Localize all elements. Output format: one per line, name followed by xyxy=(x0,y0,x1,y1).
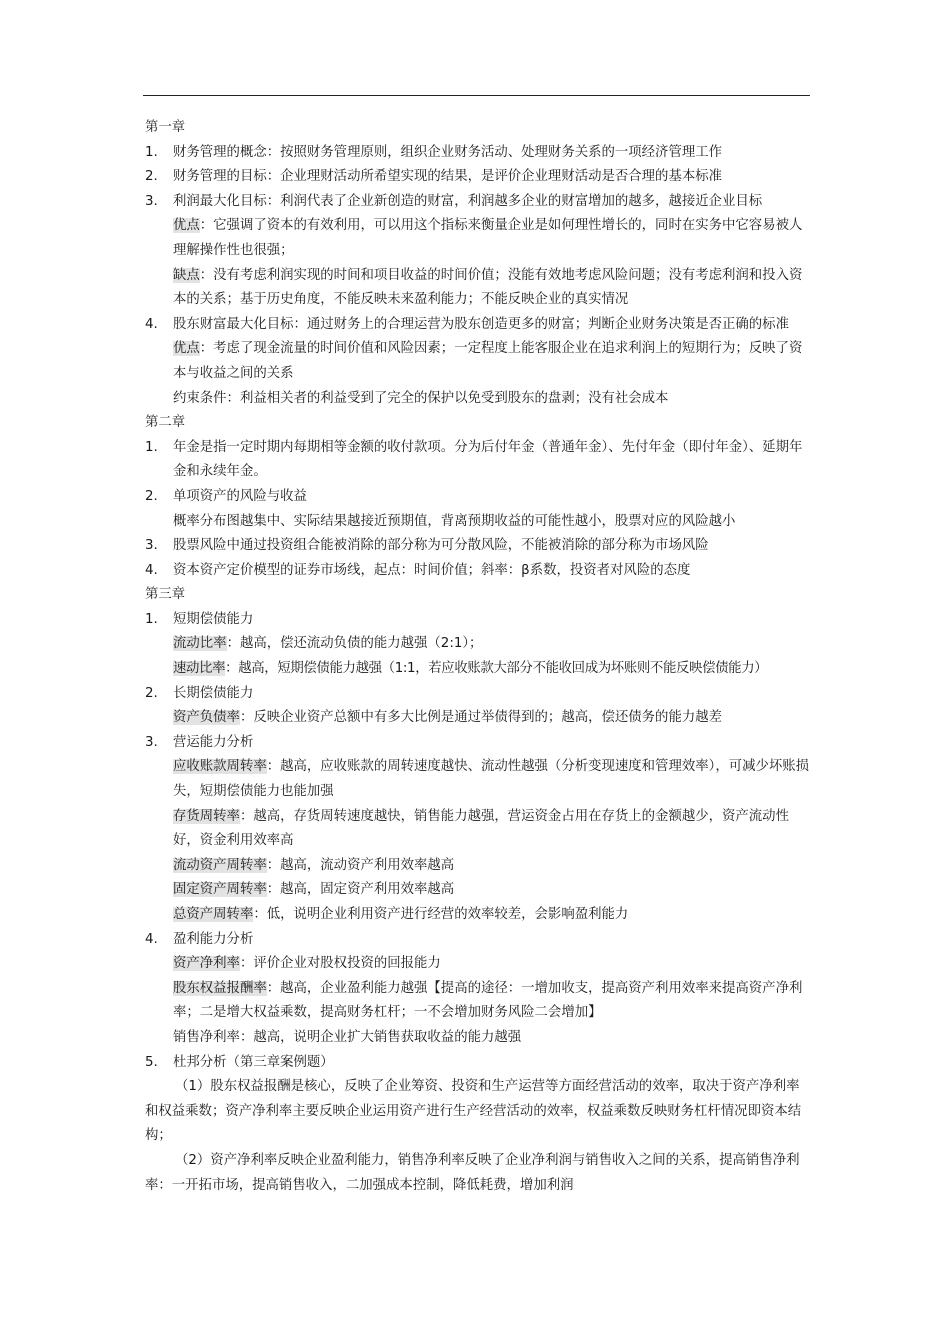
ratio-label: 存货周转率 xyxy=(173,808,240,824)
item-number: 4. xyxy=(145,562,158,578)
constraints: 约束条件：利益相关者的利益受到了完全的保护以免受到股东的盘剥；没有社会成本 xyxy=(173,390,669,406)
ratio-line xyxy=(173,755,810,804)
item-number: 3. xyxy=(145,193,158,209)
ch2-item-4 xyxy=(145,559,810,584)
highlight-label: 缺点 xyxy=(173,267,200,283)
item-number: 3. xyxy=(145,538,158,554)
advantages xyxy=(173,337,810,386)
ratio-line xyxy=(173,952,810,977)
section-title: 杜邦分析（第三章案例题） xyxy=(173,1054,334,1070)
ch1-item-4 xyxy=(145,313,810,411)
ratio-line xyxy=(173,805,810,854)
item-subtext: 概率分布图越集中、实际结果越接近预期值，背离预期收益的可能性越小，股票对应的风险越小 xyxy=(173,513,736,529)
ratio-line xyxy=(173,854,810,879)
item-number: 4. xyxy=(145,316,158,332)
highlight-label: 优点 xyxy=(173,341,200,357)
ratio-text: ：越高，存货周转速度越快，销售能力越强，营运资金占用在存货上的金额越少，资产流动性好，资金利用效率高 xyxy=(173,808,789,849)
item-number: 2. xyxy=(145,685,158,701)
header-rule xyxy=(143,95,810,96)
section-title: 短期偿债能力 xyxy=(173,611,254,627)
chapter-2-title: 第二章 xyxy=(145,415,186,431)
ratio-line xyxy=(173,657,810,682)
item-text: 财务管理的概念：按照财务管理原则，组织企业财务活动、处理财务关系的一项经济管理工作 xyxy=(173,144,723,160)
ch2-item-3 xyxy=(145,534,810,559)
ch1-item-3 xyxy=(145,190,810,313)
ch2-item-1 xyxy=(145,436,810,485)
ratio-label: 资产净利率 xyxy=(173,956,240,972)
ratio-label: 流动资产周转率 xyxy=(173,857,267,873)
document-body xyxy=(145,116,810,1198)
ratio-label: 流动比率 xyxy=(173,636,227,652)
advantages xyxy=(173,214,810,263)
ratio-line xyxy=(173,977,810,1026)
dupont-paragraph-1: （1）股东权益报酬是核心，反映了企业筹资、投资和生产运营等方面经营活动的效率，取决于资产净利率和权益乘数；资产净利率主要反映企业运用资产进行生产经营活动的效率，权益乘数反映财务杠杆情况即资本结构； xyxy=(145,1079,802,1144)
ratio-line xyxy=(173,632,810,657)
ch3-section-2 xyxy=(145,682,810,731)
section-title: 长期偿债能力 xyxy=(173,685,254,701)
chapter-3-title: 第三章 xyxy=(145,587,186,603)
item-text: 股票风险中通过投资组合能被消除的部分称为可分散风险，不能被消除的部分称为市场风险 xyxy=(173,538,709,554)
ch1-item-2 xyxy=(145,165,810,190)
chapter-1-title: 第一章 xyxy=(145,120,186,135)
item-text: 股东财富最大化目标：通过财务上的合理运营为股东创造更多的财富；判断企业财务决策是否正确的标准 xyxy=(173,316,789,332)
ratio-text: ：越高，应收账款的周转速度越快、流动性越强（分析变现速度和管理效率），可减少坏账损失，短期偿债能力也能加强 xyxy=(173,759,810,800)
ratio-text: ：越高，偿还流动负债的能力越强（2:1）； xyxy=(226,636,483,652)
item-number: 4. xyxy=(145,931,158,947)
ratio-line-plain: 销售净利率：越高，说明企业扩大销售获取收益的能力越强 xyxy=(173,1029,522,1045)
ratio-text: ：反映企业资产总额中有多大比例是通过举债得到的；越高，偿还债务的能力越差 xyxy=(239,710,723,726)
section-title: 营运能力分析 xyxy=(173,734,254,750)
item-number: 3. xyxy=(145,734,158,750)
item-text: 利润最大化目标：利润代表了企业新创造的财富，利润越多企业的财富增加的越多，越接近企业目标 xyxy=(173,193,763,209)
ratio-text: ：越高，短期偿债能力越强（1:1，若应收账款大部分不能收回成为坏账则不能反映偿债能力） xyxy=(225,661,768,677)
dupont-paragraph-2: （2）资产净利率反映企业盈利能力，销售净利率反映了企业净利润与销售收入之间的关系，提高销售净利率：一开拓市场，提高销售收入，二加强成本控制，降低耗费，增加利润 xyxy=(145,1152,800,1193)
ratio-line xyxy=(173,878,810,903)
ratio-label: 固定资产周转率 xyxy=(173,882,267,898)
ch2-item-2 xyxy=(145,485,810,534)
ratio-text: ：越高，固定资产利用效率越高 xyxy=(266,882,455,898)
item-text: 资本资产定价模型的证券市场线，起点：时间价值；斜率：β系数，投资者对风险的态度 xyxy=(173,562,691,578)
item-number: 1. xyxy=(145,144,158,160)
item-text: 单项资产的风险与收益 xyxy=(173,488,307,504)
ratio-label: 股东权益报酬率 xyxy=(173,980,267,996)
advantages-text: ：它强调了资本的有效利用，可以用这个指标来衡量企业是如何理性增长的，同时在实务中它容易被人理解操作性也很强； xyxy=(173,218,803,258)
ratio-text: ：越高，企业盈利能力越强【提高的途径：一增加收支，提高资产利用效率来提高资产净利率；二是增大权益乘数，提高财务杠杆；一不会增加财务风险二会增加】 xyxy=(173,980,803,1021)
item-number: 2. xyxy=(145,169,158,185)
item-text: 年金是指一定时期内每期相等金额的收付款项。分为后付年金（普通年金）、先付年金（即付年金）、延期年金和永续年金。 xyxy=(173,439,803,480)
ratio-text: ：低，说明企业利用资产进行经营的效率较差，会影响盈利能力 xyxy=(253,907,629,922)
ratio-label: 资产负债率 xyxy=(173,710,240,726)
item-text: 财务管理的目标：企业理财活动所希望实现的结果，是评价企业理财活动是否合理的基本标准 xyxy=(173,169,723,185)
ratio-text: ：评价企业对股权投资的回报能力 xyxy=(239,956,441,972)
ch3-section-4 xyxy=(145,928,810,1051)
ch3-section-3 xyxy=(145,731,810,928)
item-number: 2. xyxy=(145,488,158,504)
ratio-label: 速动比率 xyxy=(173,661,226,677)
item-number: 5. xyxy=(145,1054,158,1070)
ratio-text: ：越高，流动资产利用效率越高 xyxy=(266,857,455,873)
item-number: 1. xyxy=(145,439,158,455)
ratio-line xyxy=(173,903,810,928)
disadvantages xyxy=(173,264,810,313)
disadvantages-text: ：没有考虑利润实现的时间和项目收益的时间价值；没能有效地考虑风险问题；没有考虑利润和投入资本的关系；基于历史角度，不能反映未来盈利能力；不能反映企业的真实情况 xyxy=(173,267,803,308)
item-number: 1. xyxy=(145,611,158,627)
section-title: 盈利能力分析 xyxy=(173,931,254,947)
ch3-section-5 xyxy=(145,1051,810,1076)
ch1-item-1 xyxy=(145,141,810,166)
ratio-label: 总资产周转率 xyxy=(173,907,254,922)
highlight-label: 优点 xyxy=(173,218,200,234)
ch3-section-1 xyxy=(145,608,810,682)
ratio-line xyxy=(173,706,810,731)
advantages-text: ：考虑了现金流量的时间价值和风险因素；一定程度上能客服企业在追求利润上的短期行为；反映了资本与收益之间的关系 xyxy=(173,341,803,381)
ratio-label: 应收账款周转率 xyxy=(173,759,267,775)
